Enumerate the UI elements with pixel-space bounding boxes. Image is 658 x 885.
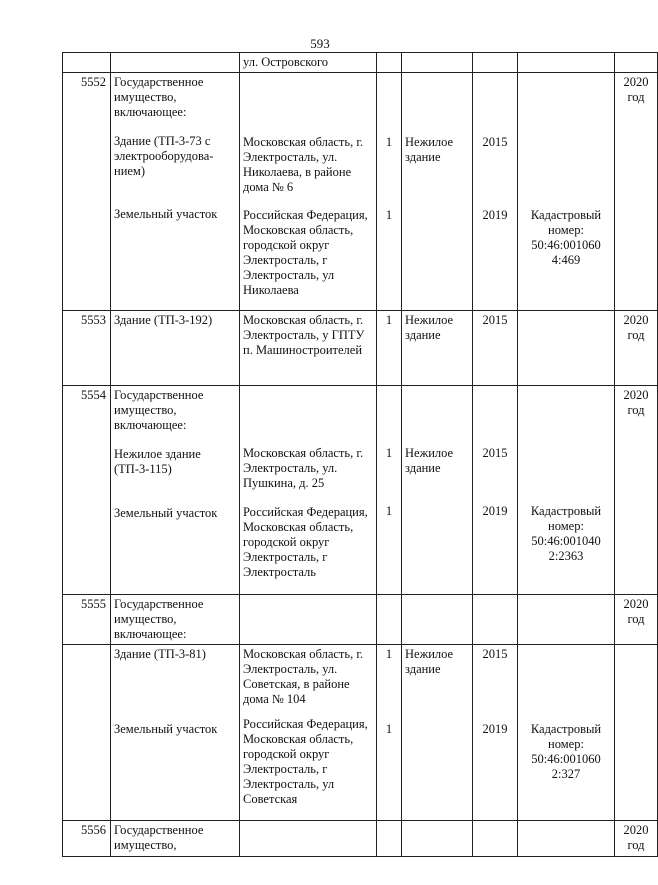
item-name: Нежилое здание (ТП-3-115) xyxy=(114,447,201,476)
record-number: 5555 xyxy=(63,595,111,645)
record-name: Государственное имущество, включающее: xyxy=(111,595,240,645)
table-row xyxy=(63,595,658,645)
item-address: Московская область, г. Электросталь, ул. Николаева, в районе дома № 6 xyxy=(243,135,364,194)
item-year: 2015 xyxy=(482,135,508,149)
item-address: Московская область, г. Электросталь, ул. Советская, в районе дома № 104 xyxy=(243,647,364,706)
item-address: Московская область, г. Электросталь, ул. Пушкина, д. 25 xyxy=(243,446,364,490)
record-name: Государственное имущество, включающее: xyxy=(114,388,204,432)
item-quantity: 1 xyxy=(385,135,393,149)
record-name: Здание (ТП-3-192) xyxy=(111,311,240,386)
item-name: Земельный участок xyxy=(114,722,218,736)
item-year: 2015 xyxy=(482,446,508,460)
item-quantity: 1 xyxy=(385,504,393,518)
item-cadastral: Кадастровый номер: 50:46:001040 2:2363 xyxy=(530,504,602,563)
table-row xyxy=(63,53,658,73)
table-row xyxy=(63,73,658,311)
item-name: Земельный участок xyxy=(114,207,218,221)
item-year: 2019 xyxy=(482,208,508,222)
item-address: Российская Федерация, Московская область, городской округ Электросталь, г Электросталь, ул Николаева xyxy=(243,208,368,297)
item-year: 2019 xyxy=(482,504,508,518)
record-name: Государственное имущество, xyxy=(111,821,240,857)
record-number: 5556 xyxy=(63,821,111,857)
item-name: Здание (ТП-3-73 с электрооборудова-нием) xyxy=(114,134,214,178)
record-year: 2020 год xyxy=(615,821,658,857)
record-type: Нежилое здание xyxy=(402,311,473,386)
record-number: 5553 xyxy=(63,311,111,386)
record-year: 2020 год xyxy=(615,595,658,645)
item-name: Здание (ТП-3-81) xyxy=(114,647,206,661)
record-number: 5552 xyxy=(63,73,111,311)
item-cadastral: Кадастровый номер: 50:46:001060 2:327 xyxy=(530,722,602,781)
record-address: Московская область, г. Электросталь, у ГПТУ п. Машиностроителей xyxy=(240,311,377,386)
item-quantity: 1 xyxy=(385,446,393,460)
record-year: 2020 год xyxy=(615,311,658,386)
item-address: Российская Федерация, Московская область, городской округ Электросталь, г Электросталь, ул Советская xyxy=(243,717,368,806)
record-number: 5554 xyxy=(63,386,111,595)
item-name: Земельный участок xyxy=(114,506,218,520)
item-year: 2019 xyxy=(482,722,508,736)
item-address: Российская Федерация, Московская область, городской округ Электросталь, г Электросталь xyxy=(243,505,368,579)
address-cell: ул. Островского xyxy=(240,53,377,73)
item-type: Нежилое здание xyxy=(405,135,454,164)
item-quantity: 1 xyxy=(385,208,393,222)
record-year: 2020 год xyxy=(615,73,658,311)
record-name: Государственное имущество, включающее: xyxy=(114,75,204,119)
item-cadastral: Кадастровый номер: 50:46:001060 4:469 xyxy=(530,208,602,267)
item-quantity: 1 xyxy=(385,647,393,661)
item-year: 2015 xyxy=(482,647,508,661)
record-year-built: 2015 xyxy=(473,311,518,386)
item-type: Нежилое здание xyxy=(405,446,454,475)
item-quantity: 1 xyxy=(385,722,393,736)
table-row xyxy=(63,311,658,386)
record-year: 2020 год xyxy=(615,386,658,595)
page-number: 593 xyxy=(310,36,330,51)
record-quantity: 1 xyxy=(377,311,402,386)
table-row xyxy=(63,386,658,595)
item-type: Нежилое здание xyxy=(405,647,454,676)
property-register-table xyxy=(62,52,658,857)
table-row xyxy=(63,645,658,821)
table-row xyxy=(63,821,658,857)
